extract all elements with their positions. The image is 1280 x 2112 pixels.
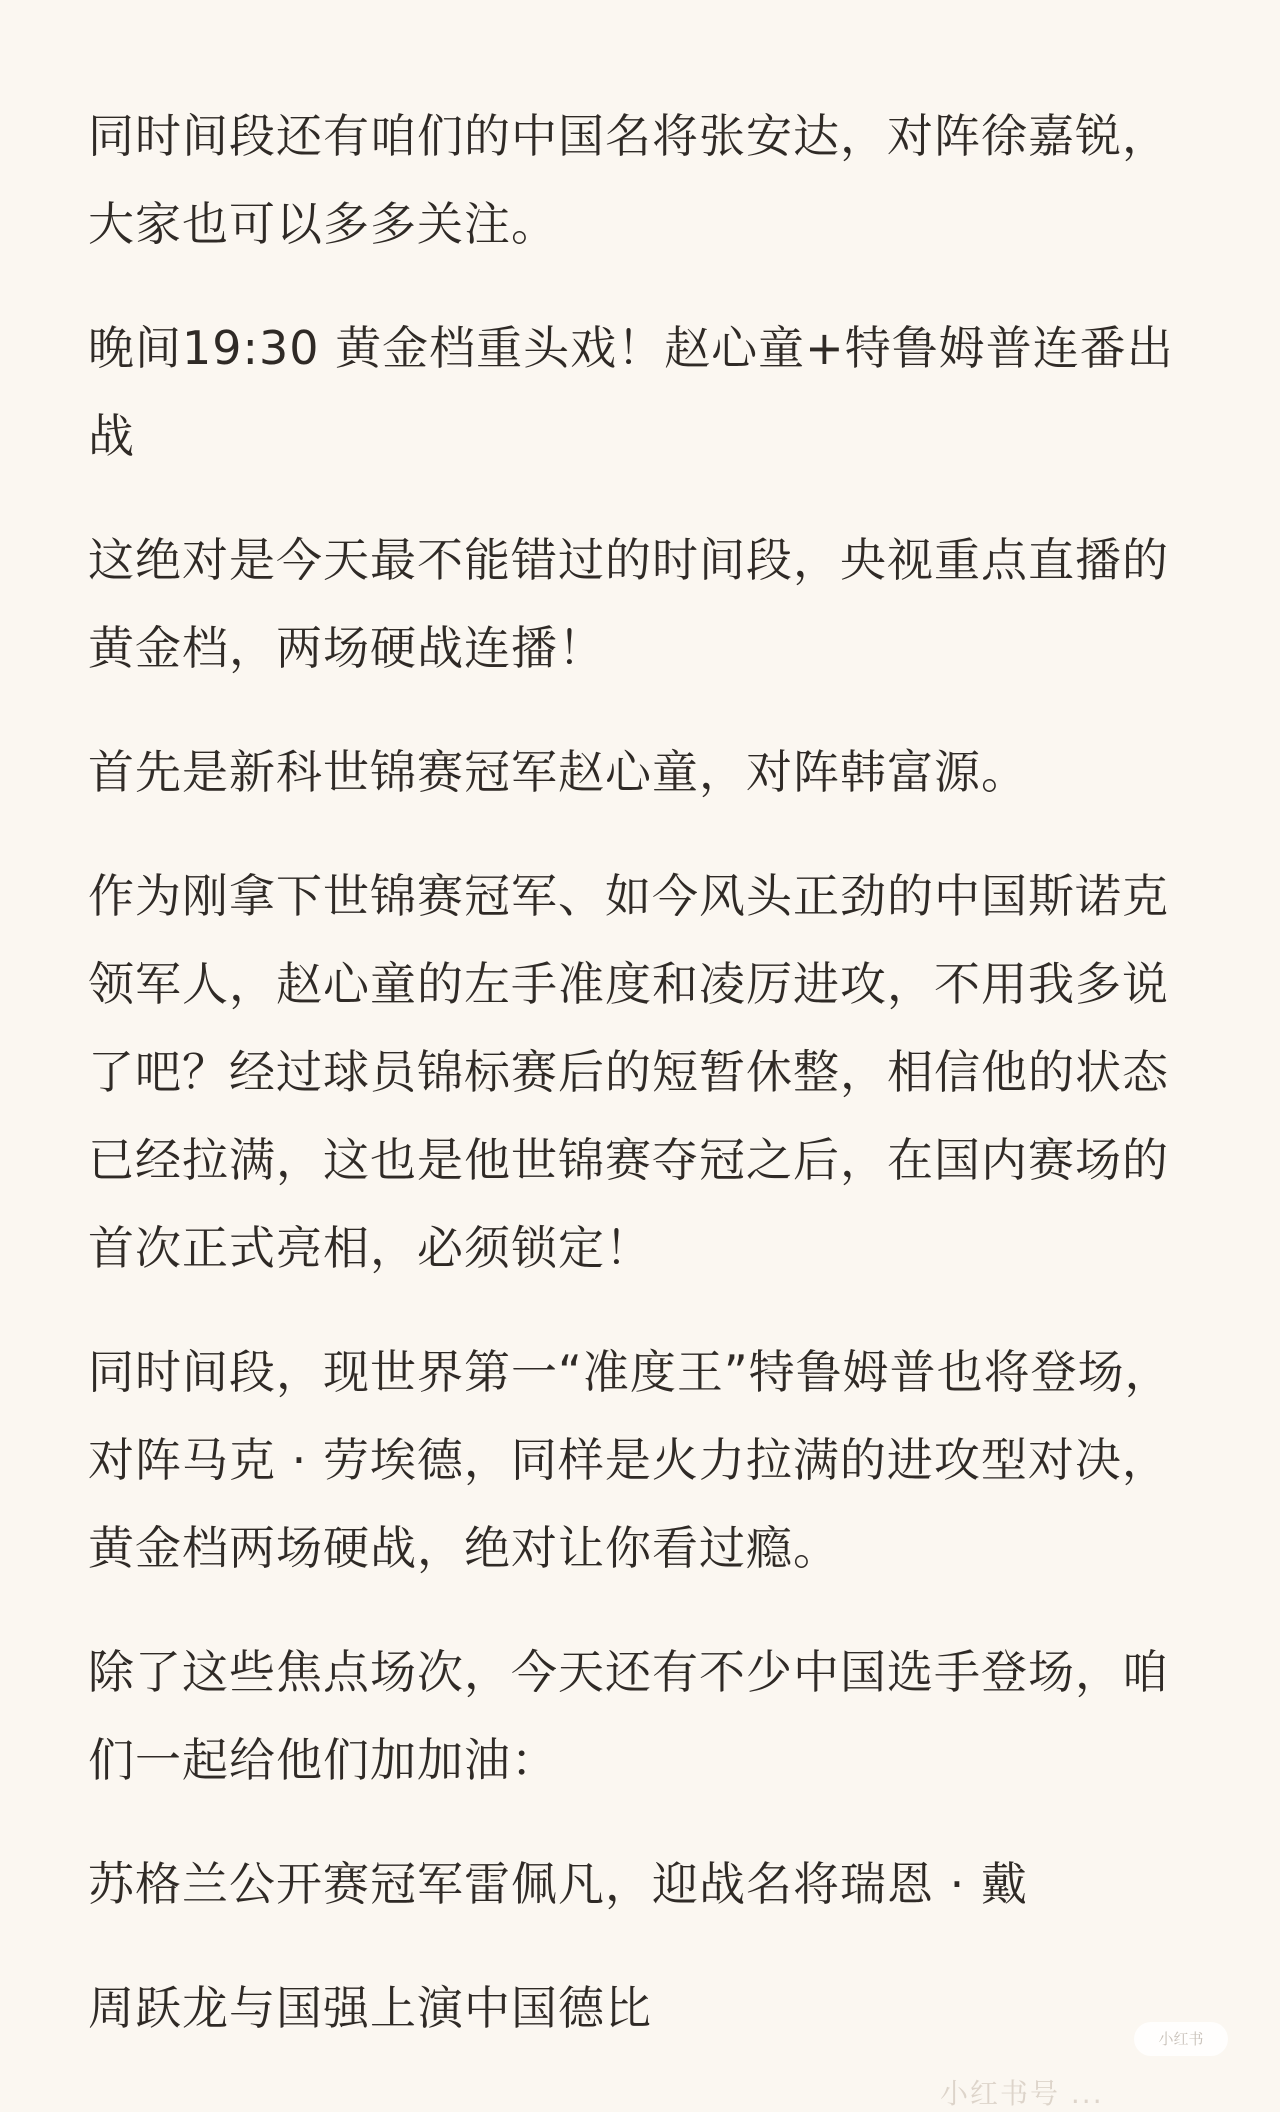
paragraph-zhou-yuelong: 周跃龙与国强上演中国德比 — [88, 1981, 652, 2035]
paragraph-golden-slot: 这绝对是今天最不能错过的时间段，央视重点直播的黄金档，两场硬战连播！ — [88, 533, 1169, 675]
paragraph-evening-headline: 晚间19:30 黄金档重头戏！赵心童+特鲁姆普连番出战 — [88, 321, 1174, 463]
paragraph-trump-match: 同时间段，现世界第一“准度王”特鲁姆普也将登场，对阵马克 · 劳埃德，同样是火力拉满的进攻型对决，黄金档两场硬战，绝对让你看过瘾。 — [88, 1345, 1172, 1575]
watermark-badge: 小红书 — [1134, 2022, 1228, 2056]
watermark-footer: 小红书号 ... — [940, 2077, 1104, 2110]
paragraph-chinese-players: 除了这些焦点场次，今天还有不少中国选手登场，咱们一起给他们加加油： — [88, 1645, 1169, 1787]
paragraph-zhao-intro: 作为刚拿下世锦赛冠军、如今风头正劲的中国斯诺克领军人，赵心童的左手准度和凌厉进攻，不用我多说了吧？经过球员锦标赛后的短暂休整，相信他的状态已经拉满，这也是他世锦赛夺冠之后，在国内赛场的首次正式亮相，必须锁定！ — [88, 869, 1169, 1275]
paragraph-zhang-anda: 同时间段还有咱们的中国名将张安达，对阵徐嘉锐，大家也可以多多关注。 — [88, 109, 1169, 251]
article-body — [88, 92, 1178, 2088]
paragraph-zhao-vs-han: 首先是新科世锦赛冠军赵心童，对阵韩富源。 — [88, 745, 1028, 799]
paragraph-lei-peifan: 苏格兰公开赛冠军雷佩凡，迎战名将瑞恩 · 戴 — [88, 1857, 1028, 1911]
